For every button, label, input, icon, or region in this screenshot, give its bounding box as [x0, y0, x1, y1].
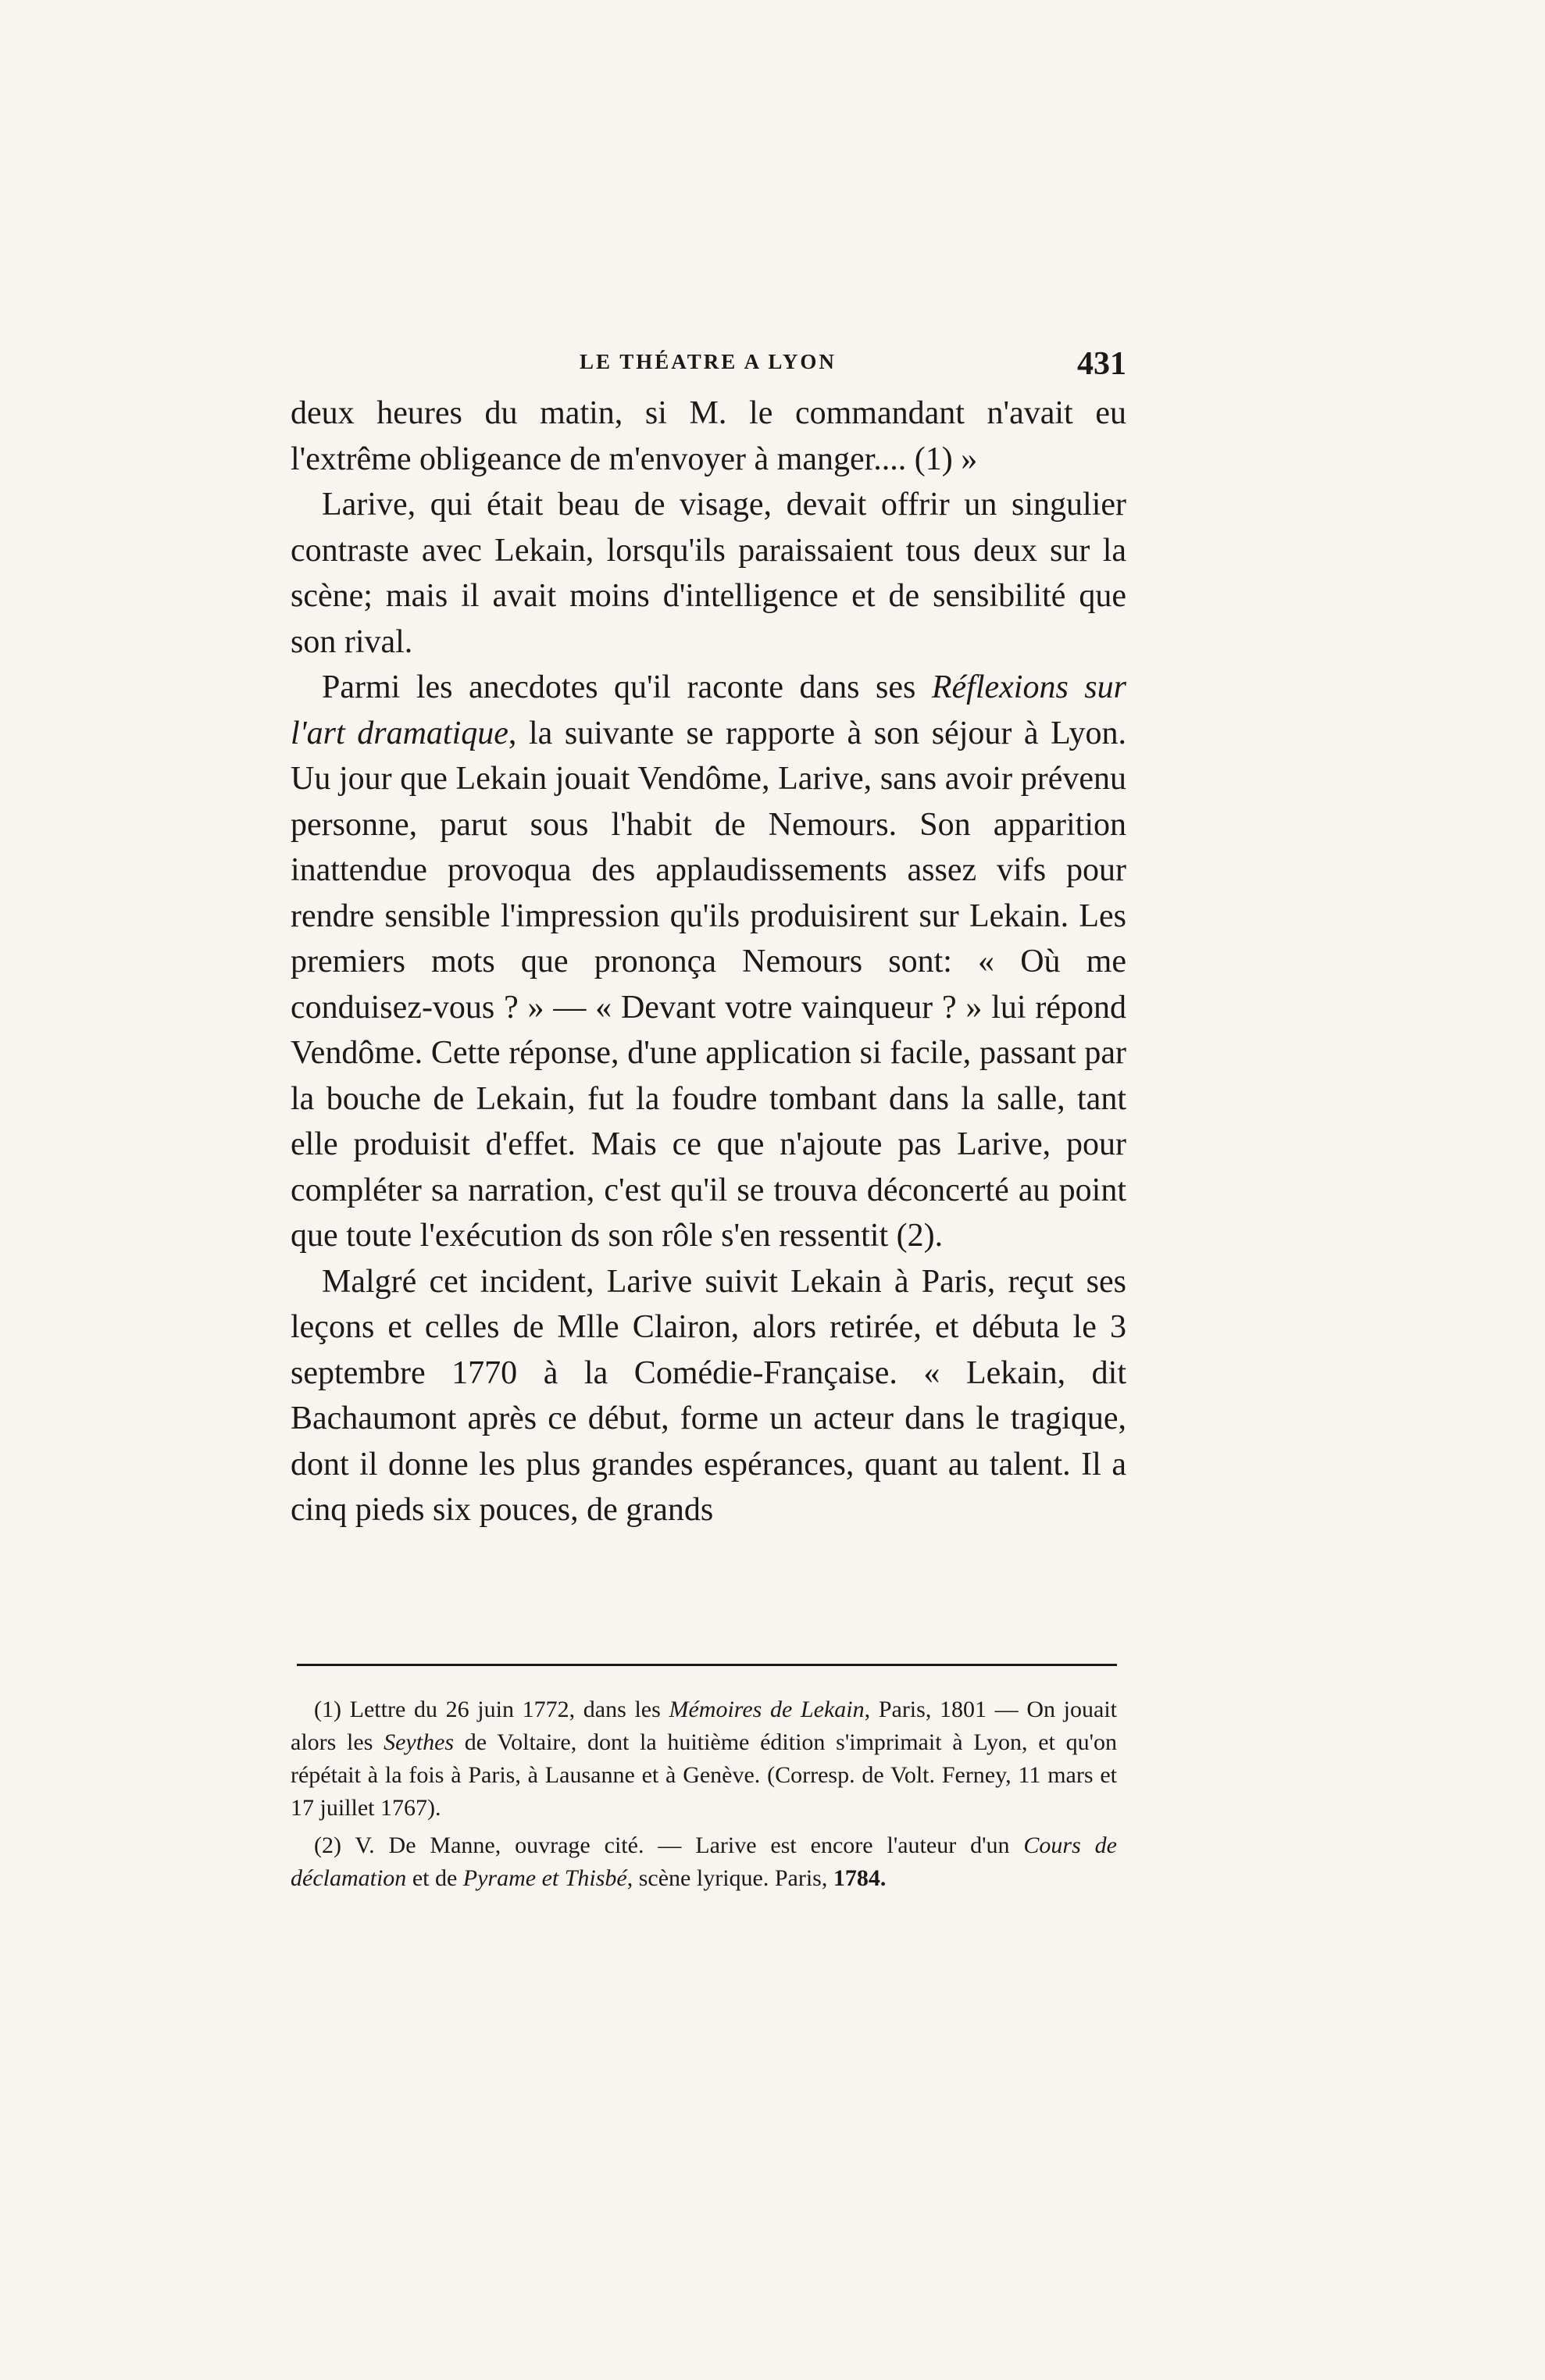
book-title-reflexions: Réflexions sur l'art dramatique: [291, 669, 1126, 751]
paragraph-2: Larive, qui était beau de visage, devait offrir un singulier contraste avec Lekain, lorsqu'ils paraissaient tous deux sur la scène; mais il avait moins d'intelligence et de sensibilité que son rival.: [291, 487, 1126, 660]
footnote-1-title: Mémoires de Lekain: [669, 1697, 865, 1722]
footnote-2-part: et de: [406, 1865, 463, 1891]
page-header: [291, 346, 1126, 389]
footnote-2-part: (2) V. De Manne, ouvrage cité. — Larive est encore l'auteur d'un: [314, 1832, 1024, 1858]
footnotes: [291, 1693, 1117, 1900]
paragraph-3: [291, 665, 1126, 1259]
footnote-2-year: 1784.: [833, 1865, 887, 1891]
paragraph-4: Malgré cet incident, Larive suivit Lekain à Paris, reçut ses leçons et celles de Mlle Clairon, alors retirée, et débuta le 3 septembre 1770 à la Comédie-Française. « Lekain, dit Bachaumont après ce début, forme un acteur dans le tragique, dont il donne les plus grandes espérances, quant au talent. Il a cinq pieds six pouces, de grands: [291, 1263, 1126, 1528]
paragraph-3-rest: , la suivante se rapporte à son séjour à Lyon. Uu jour que Lekain jouait Vendôme, Larive, sans avoir prévenu personne, parut sous l'habit de Nemours. Son apparition inattendue provoqua des applaudissements assez vifs pour rendre sensible l'impression qu'ils produisirent sur Lekain. Les premiers mots que prononça Nemours sont: « Où me conduisez-vous ? » — « Devant votre vainqueur ? » lui répond Vendôme. Cette réponse, d'une application si facile, passant par la bouche de Lekain, fut la foudre tombant dans la salle, tant elle produisit d'effet. Mais ce que n'ajoute pas Larive, pour compléter sa narration, c'est qu'il se trouva déconcerté au point que toute l'exécution ds son rôle s'en ressentit (2).: [291, 715, 1127, 1254]
footnote-1-title: Seythes: [384, 1729, 455, 1755]
paragraph-3-start: Parmi les anecdotes qu'il raconte dans ses: [322, 669, 932, 705]
footnote-1-part: de Voltaire, dont la huitième édition s'imprimait à Lyon, et qu'on répétait à la fois à Paris, à Lausanne et à Genève. (Corresp. de Volt. Ferney, 11 mars et 17 juillet 1767).: [291, 1729, 1118, 1821]
running-title: LE THÉATRE A LYON: [580, 350, 837, 373]
footnote-2-part: , scène lyrique. Paris,: [626, 1865, 833, 1891]
footnote-divider: [297, 1664, 1117, 1666]
footnote-1-part: , Paris, 1801 — On jouait alors les: [291, 1697, 1117, 1755]
main-text: [291, 391, 1126, 1533]
footnote-1: [291, 1693, 1117, 1825]
footnote-2-title: Cours de déclamation: [291, 1832, 1117, 1891]
page-number: 431: [1077, 346, 1126, 382]
footnote-1-part: (1) Lettre du 26 juin 1772, dans les: [314, 1697, 669, 1722]
footnote-2-title: Pyrame et Thisbé: [462, 1865, 627, 1891]
footnote-2: [291, 1829, 1117, 1895]
paragraph-1: deux heures du matin, si M. le commandant n'avait eu l'extrême obligeance de m'envoyer à manger.... (1) »: [291, 395, 1126, 477]
